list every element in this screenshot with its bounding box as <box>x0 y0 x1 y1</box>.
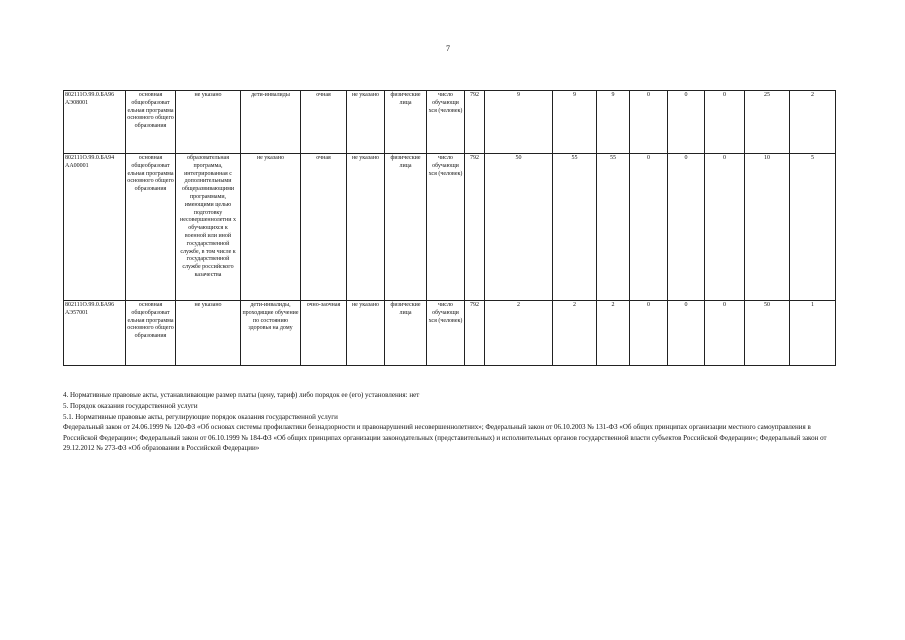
table-cell: 5 <box>790 154 836 301</box>
table-cell: 792 <box>465 91 485 154</box>
table-cell: 0 <box>705 91 745 154</box>
table-cell: не указано <box>347 154 385 301</box>
table-cell: 792 <box>465 301 485 366</box>
table-row <box>64 154 836 301</box>
table-cell: 55 <box>597 154 630 301</box>
table-cell: не указано <box>347 91 385 154</box>
table-cell: 2 <box>597 301 630 366</box>
table-cell: основная общеобразоват ельная программа основного общего образования <box>126 91 176 154</box>
table-row <box>64 301 836 366</box>
table-cell: 9 <box>553 91 597 154</box>
table-cell: 9 <box>597 91 630 154</box>
table-cell: 10 <box>745 154 790 301</box>
table-cell: число обучающи хся (человек) <box>427 301 465 366</box>
table-cell: физические лица <box>385 154 427 301</box>
table-cell: 55 <box>553 154 597 301</box>
table-cell: физические лица <box>385 301 427 366</box>
table-cell: образовательная программа, интегрированная с дополнительными общеразвивающими программами, имеющими целью подготовку несовершеннолетни х обучающихся к военной или иной государственной службе, в том числе к государственной службе российского казачества <box>176 154 241 301</box>
table-cell: 0 <box>630 91 668 154</box>
table-cell: не указано <box>241 154 301 301</box>
payment-acts-line: 4. Нормативные правовые акты, устанавливающие размер платы (цену, тариф) либо порядок ее (его) установления: нет <box>63 391 420 399</box>
table-cell: 802111О.99.0.БА96 АЭ57001 <box>64 301 126 366</box>
table-cell: не указано <box>347 301 385 366</box>
table-cell: не указано <box>176 91 241 154</box>
service-order-heading: 5. Порядок оказания государственной услуги <box>63 402 198 410</box>
table-cell: 0 <box>668 154 705 301</box>
table-cell: число обучающи хся (человек) <box>427 154 465 301</box>
table-cell: 0 <box>668 301 705 366</box>
table-cell: 2 <box>790 91 836 154</box>
table-cell: физические лица <box>385 91 427 154</box>
table-cell: дети-инвалиды <box>241 91 301 154</box>
table-cell: 2 <box>553 301 597 366</box>
table-cell: очно-заочная <box>301 301 347 366</box>
services-table <box>63 90 836 366</box>
table-cell: 0 <box>630 301 668 366</box>
table-cell: 802111О.99.0.БА96 АЭ08001 <box>64 91 126 154</box>
table-cell: 802111О.99.0.БА94 АА00001 <box>64 154 126 301</box>
table-cell: 0 <box>630 154 668 301</box>
table-cell: 9 <box>485 91 553 154</box>
table-cell: 2 <box>485 301 553 366</box>
page-number: 7 <box>446 44 450 53</box>
table-cell: основная общеобразоват ельная программа основного общего образования <box>126 154 176 301</box>
table-cell: дети-инвалиды, проходящие обучение по состоянию здоровья на дому <box>241 301 301 366</box>
table-cell: 0 <box>705 154 745 301</box>
table-cell: 792 <box>465 154 485 301</box>
table-cell: 0 <box>705 301 745 366</box>
table-cell: основная общеобразоват ельная программа основного общего образования <box>126 301 176 366</box>
table-cell: 0 <box>668 91 705 154</box>
table-cell: не указано <box>176 301 241 366</box>
table-cell: число обучающи хся (человек) <box>427 91 465 154</box>
table-cell: 50 <box>485 154 553 301</box>
table-cell: 1 <box>790 301 836 366</box>
regulating-acts-heading: 5.1. Нормативные правовые акты, регулирующие порядок оказания государственной услуги <box>63 413 338 421</box>
table-cell: 25 <box>745 91 790 154</box>
table-cell: очная <box>301 91 347 154</box>
table-cell: очная <box>301 154 347 301</box>
laws-paragraph: Федеральный закон от 24.06.1999 № 120-ФЗ «Об основах системы профилактики безнадзорности и правонарушений несовершеннолетних»; Федеральный закон от 06.10.2003 № 131-ФЗ «Об общих принципах организации местного самоуправления в Российской Федерации»; Федеральный закон от 06.10.1999 № 184-ФЗ «Об общих принципах организации законодательных (представительных) и исполнительных органов государственной власти субъектов Российской Федерации»; Федеральный закон от 29.12.2012 № 273-ФЗ «Об образовании в Российской Федерации» <box>63 423 827 452</box>
table-cell: 50 <box>745 301 790 366</box>
table-row <box>64 91 836 154</box>
